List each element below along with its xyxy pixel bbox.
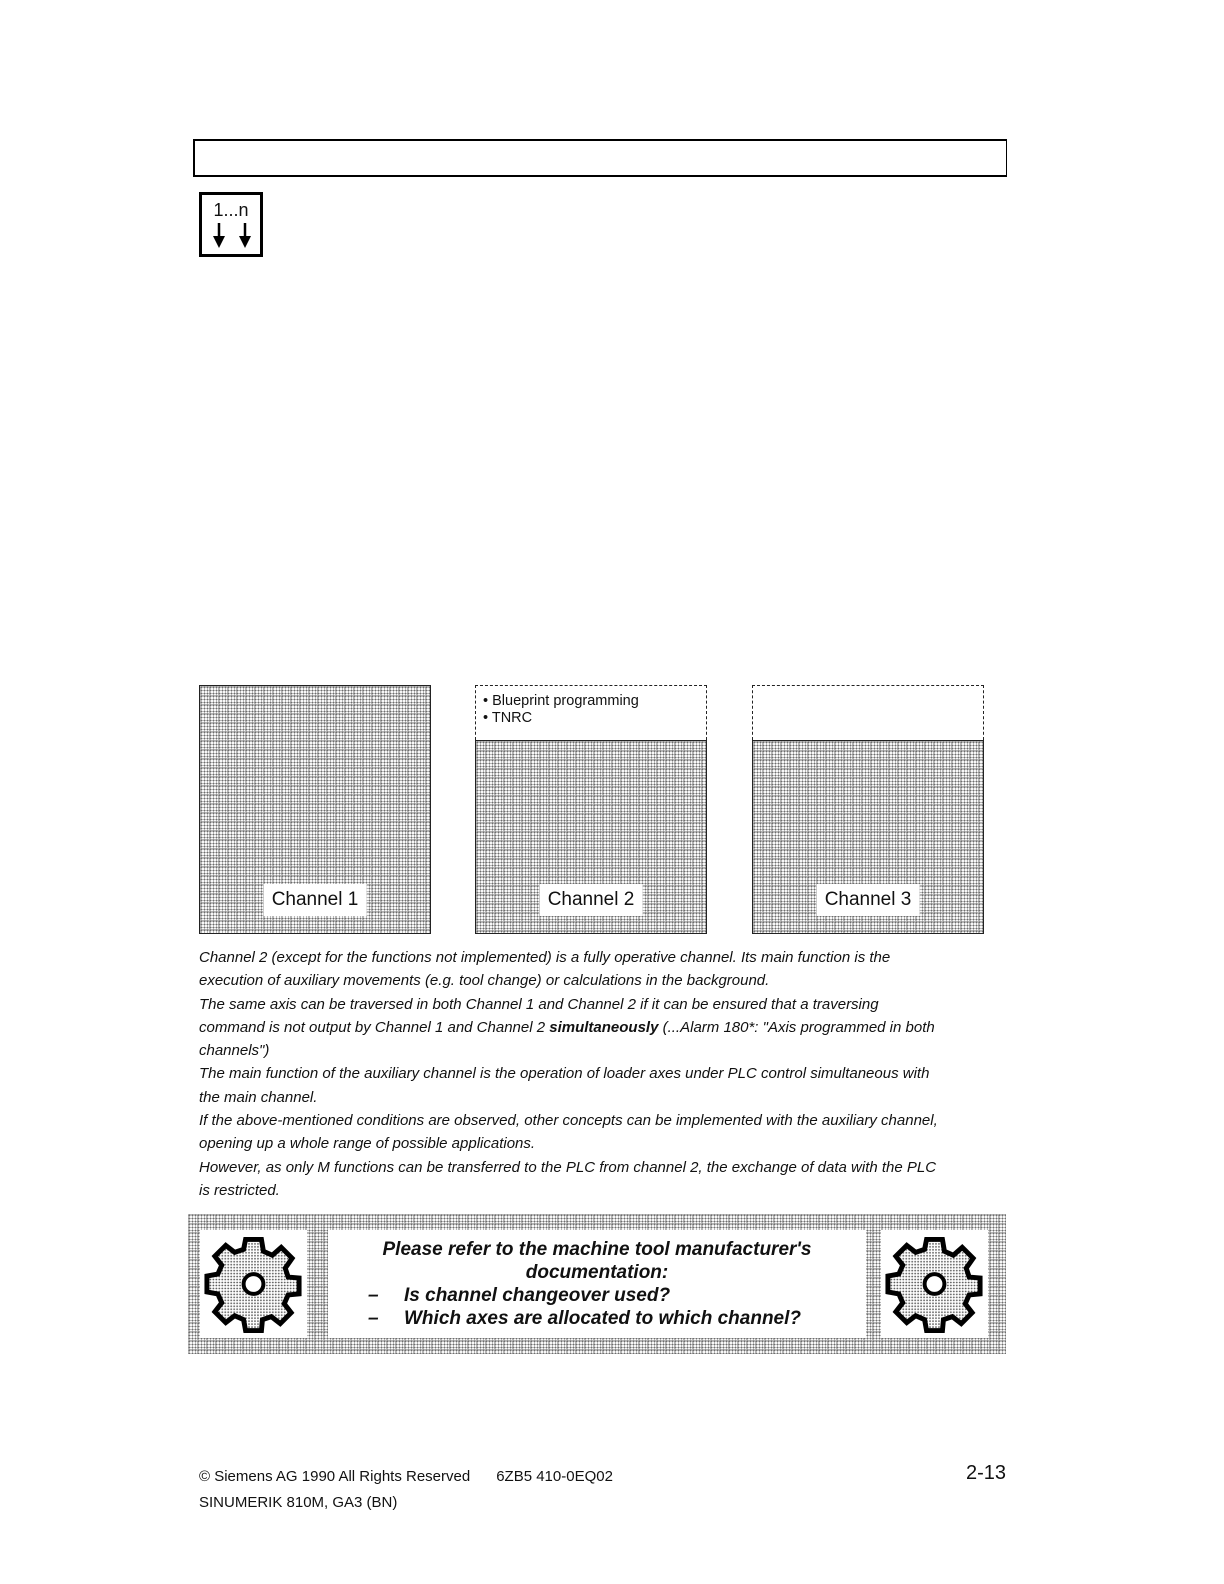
note-question: – Which axes are allocated to which channel?: [368, 1308, 801, 1329]
manufacturer-note: [188, 1214, 1006, 1354]
down-arrows-icon: [202, 221, 260, 251]
note-line: documentation:: [525, 1262, 669, 1283]
gear-panel-left: [200, 1230, 307, 1338]
footer: [199, 1464, 613, 1516]
channel-3-label: Channel 3: [817, 884, 920, 916]
note-line: Please refer to the machine tool manufacturer's: [382, 1239, 812, 1260]
multichannel-symbol: [199, 192, 263, 257]
gear-icon: [200, 1230, 307, 1338]
channel-2-diagram: [475, 685, 707, 934]
explanation-paragraph: If the above-mentioned conditions are observed, other concepts can be implemented with the auxiliary channel, opening up a whole range of possible applications.: [199, 1112, 938, 1153]
emphasis-simultaneously: simultaneously: [549, 1018, 659, 1036]
channel-2-label: Channel 2: [540, 884, 643, 916]
channel-3-functions-box: [752, 685, 984, 740]
channel-2-functions-box: [475, 685, 707, 740]
explanation-text: [199, 946, 939, 1202]
product-name: SINUMERIK 810M, GA3 (BN): [199, 1494, 398, 1511]
explanation-paragraph: Channel 2 (except for the functions not implemented) is a fully operative channel. Its main function is the execution of auxiliary movements (e.g. tool change) or calculations in the background.: [199, 949, 891, 990]
gear-icon: [881, 1230, 988, 1338]
channel-2-function-item: • Blueprint programming: [483, 693, 706, 710]
explanation-paragraph: The main function of the auxiliary channel is the operation of loader axes under PLC control simultaneous with the main channel.: [199, 1065, 930, 1106]
channel-1-label: Channel 1: [264, 884, 367, 916]
page-number: 2-13: [966, 1462, 1007, 1484]
note-text: [328, 1230, 866, 1338]
gear-panel-right: [881, 1230, 988, 1338]
order-number: 6ZB5 410-0EQ02: [496, 1468, 613, 1485]
footer-line-1: [199, 1464, 613, 1490]
explanation-paragraph: The same axis can be traversed in both Channel 1 and Channel 2 if it can be ensured that a traversing command is not output by Channel 1 and Channel 2 simultaneously (...Alarm 180*: "Axis programmed in both channels"): [199, 995, 935, 1060]
multichannel-symbol-label: 1...n: [213, 200, 249, 220]
channel-2-function-item: • TNRC: [483, 710, 706, 727]
section-header-box: [193, 139, 1007, 177]
note-question: – Is channel changeover used?: [368, 1285, 671, 1306]
channel-1-diagram: [199, 685, 431, 934]
channel-3-diagram: [752, 685, 984, 934]
explanation-paragraph: However, as only M functions can be transferred to the PLC from channel 2, the exchange of data with the PLC is restricted.: [199, 1158, 937, 1199]
copyright: © Siemens AG 1990 All Rights Reserved: [199, 1468, 471, 1485]
